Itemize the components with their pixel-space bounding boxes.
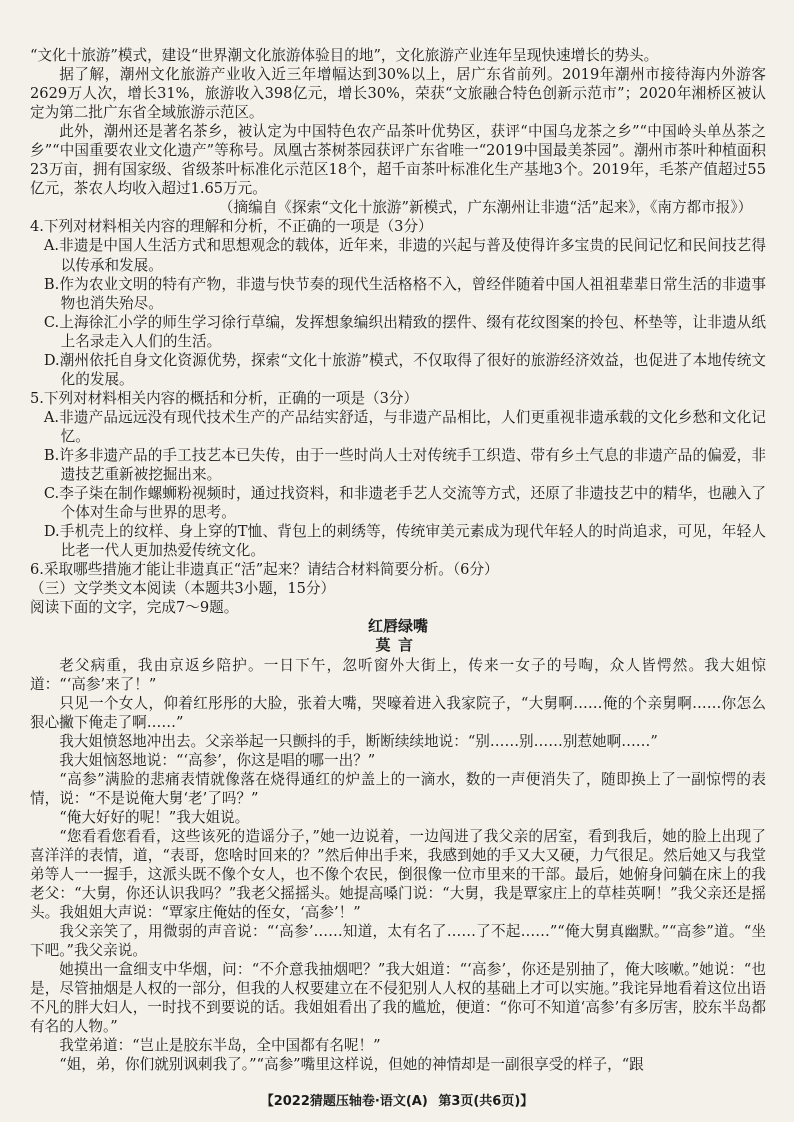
section-3-header: （三）文学类文本阅读（本题共3小题，15分） xyxy=(30,580,336,598)
material-paragraph: 据了解，潮州文化旅游产业收入近三年增幅达到30%以上，居广东省前列。2019年潮州市接待海内外游客2629万人次，增长31%，旅游收入398亿元，增长30%，荣获“文旅融合特色创新示范市”；2020年湘桥区被认定为第二批广东省全域旅游示范区。 xyxy=(30,66,766,122)
story-paragraph: 我大姐愤怒地冲出去。父亲举起一只颤抖的手，断断续续地说：“别……别……别惹她啊……” xyxy=(59,732,658,750)
story-title: 红唇绿嘴 xyxy=(367,617,428,636)
story-paragraph: “高参”满脸的悲痛表情就像落在烧得通红的炉盖上的一滴水，数的一声便消失了，随即换上了一副惊愕的表情，说：“不是说俺大舅‘老’了吗？” xyxy=(30,770,766,807)
question-5-option-d: D.手机壳上的纹样、身上穿的T恤、背包上的刺绣等，传统审美元素成为现代年轻人的时尚追求，可见，年轻人比老一代人更加热爱传统文化。 xyxy=(43,523,766,560)
story-paragraph: 我大姐恼怒地说：“‘高参’，你这是唱的哪一出？” xyxy=(59,751,376,769)
story-paragraph: 我父亲笑了，用微弱的声音说：“‘高参’……知道，太有名了……了不起……”“俺大舅真幽默。”“高参”道。“坐下吧。”我父亲说。 xyxy=(30,923,766,960)
question-5-option-b: B.许多非遗产品的手工技艺本已失传，由于一些时尚人士对传统手工织造、带有乡土气息的非遗产品的偏爱，非遗技艺重新被挖掘出来。 xyxy=(43,446,766,484)
footer-page-number: 第3页(共6页)】 xyxy=(438,1094,534,1109)
question-5-stem: 5.下列对材料相关内容的概括和分析，正确的一项是（3分） xyxy=(30,389,419,407)
page-footer xyxy=(0,1090,794,1109)
story-paragraph: 我堂弟道：“岂止是胶东半岛，全中国都有名呢！” xyxy=(59,1037,381,1055)
story-paragraph: 她摸出一盒细支中华烟，问：“不介意我抽烟吧？”我大姐道：“‘高参’，你还是别抽了，俺大咳嗽。”她说：“也是，尽管抽烟是人权的一部分，但我的人权要建立在不侵犯别人人权的基础上才可以实施。”我诧异地看着这位出语不凡的胖大妇人，一时找不到要说的话。我姐姐看出了我的尴尬，便道：“你可不知道‘高参’有多厉害，胶东半岛都有名的人物。” xyxy=(30,961,766,1036)
question-4-option-c: C.上海徐汇小学的师生学习徐行草编，发挥想象编织出精致的摆件、缀有花纹图案的拎包、杯垫等，让非遗从纸上名录走入人们的生活。 xyxy=(43,313,766,350)
footer-exam-label: 【2022猜题压轴卷·语文(A) xyxy=(260,1094,428,1109)
question-4-stem: 4.下列对材料相关内容的理解和分析，不正确的一项是（3分） xyxy=(30,218,433,236)
story-paragraph: 只见一个女人，仰着红彤彤的大脸，张着大嘴，哭嚎着进入我家院子，“大舅啊……俺的个亲舅啊……你怎么狠心撇下俺走了啊……” xyxy=(30,694,766,731)
section-3-instruction: 阅读下面的文字，完成7～9题。 xyxy=(30,599,239,617)
material-paragraph: “文化十旅游”模式，建设“世界潮文化旅游体验目的地”，文化旅游产业连年呈现快速增长的势头。 xyxy=(30,47,659,64)
source-note: （摘编自《探索“文化十旅游”新模式，广东潮州让非遗“活”起来》，《南方都市报》） xyxy=(218,199,753,217)
story-paragraph: “姐，弟，你们就别讽刺我了。”“高参”嘴里这样说，但她的神情却是一副很享受的样子，“跟 xyxy=(59,1056,644,1074)
story-paragraph: “您看看您看看，这些该死的造谣分子，”她一边说着，一边闯进了我父亲的居室，看到我后，她的脸上出现了喜洋洋的表情，道，“表哥，您啥时回来的？”然后伸出手来，我感到她的手又大又硬，力气很足。然后她又与我堂弟等人一一握手，这派头既不像个女人，也不像个农民，倒很像一位市里来的干部。最后，她俯身问躺在床上的我老父：“大舅，你还认识我吗？”我老父摇摇头。她提高嗓门说：“大舅，我是覃家庄上的草桂英啊！”我父亲还是摇头。我姐姐大声说：“覃家庄俺姑的侄女，‘高参’！” xyxy=(30,827,766,922)
question-4-option-a: A.非遗是中国人生活方式和思想观念的载体，近年来，非遗的兴起与普及使得许多宝贵的民间记忆和民间技艺得以传承和发展。 xyxy=(43,237,766,274)
question-4-option-d: D.潮州依托自身文化资源优势，探索“文化十旅游”模式，不仅取得了很好的旅游经济效益，也促进了本地传统文化的发展。 xyxy=(43,351,766,388)
story-author: 莫言 xyxy=(375,636,421,655)
question-6: 6.采取哪些措施才能让非遗真正“活”起来？请结合材料简要分析。（6分） xyxy=(30,561,499,579)
question-5-option-c: C.李子柒在制作螺蛳粉视频时，通过找资料，和非遗老手艺人交流等方式，还原了非遗技艺中的精华，也融入了个体对生命与世界的思考。 xyxy=(43,485,766,522)
page-content xyxy=(30,46,766,1075)
question-4-option-b: B.作为农业文明的特有产物，非遗与快节奏的现代生活格格不入，曾经伴随着中国人祖祖辈辈日常生活的非遗事物也消失殆尽。 xyxy=(43,275,766,312)
story-paragraph: 老父病重，我由京返乡陪护。一日下午，忽听窗外大街上，传来一女子的号啕，众人皆愕然。我大姐惊道：“‘高参’来了！” xyxy=(30,656,766,693)
material-paragraph: 此外，潮州还是著名茶乡，被认定为中国特色农产品茶叶优势区，获评“中国乌龙茶之乡”“中国岭头单丛茶之乡”“中国重要农业文化遗产”等称号。凤凰古茶树茶园获评广东省唯一“2019中国最美茶园”。潮州市茶叶种植面积23万亩，拥有国家级、省级茶叶标准化示范区18个，超千亩茶叶标准化生产基地3个。2019年，毛茶产值超过55亿元，茶农人均收入超过1.65万元。 xyxy=(30,123,766,198)
question-5-option-a: A.非遗产品远远没有现代技术生产的产品结实舒适，与非遗产品相比，人们更重视非遗承载的文化乡愁和文化记忆。 xyxy=(43,408,766,445)
story-paragraph: “俺大好好的呢！”我大姐说。 xyxy=(59,808,250,826)
